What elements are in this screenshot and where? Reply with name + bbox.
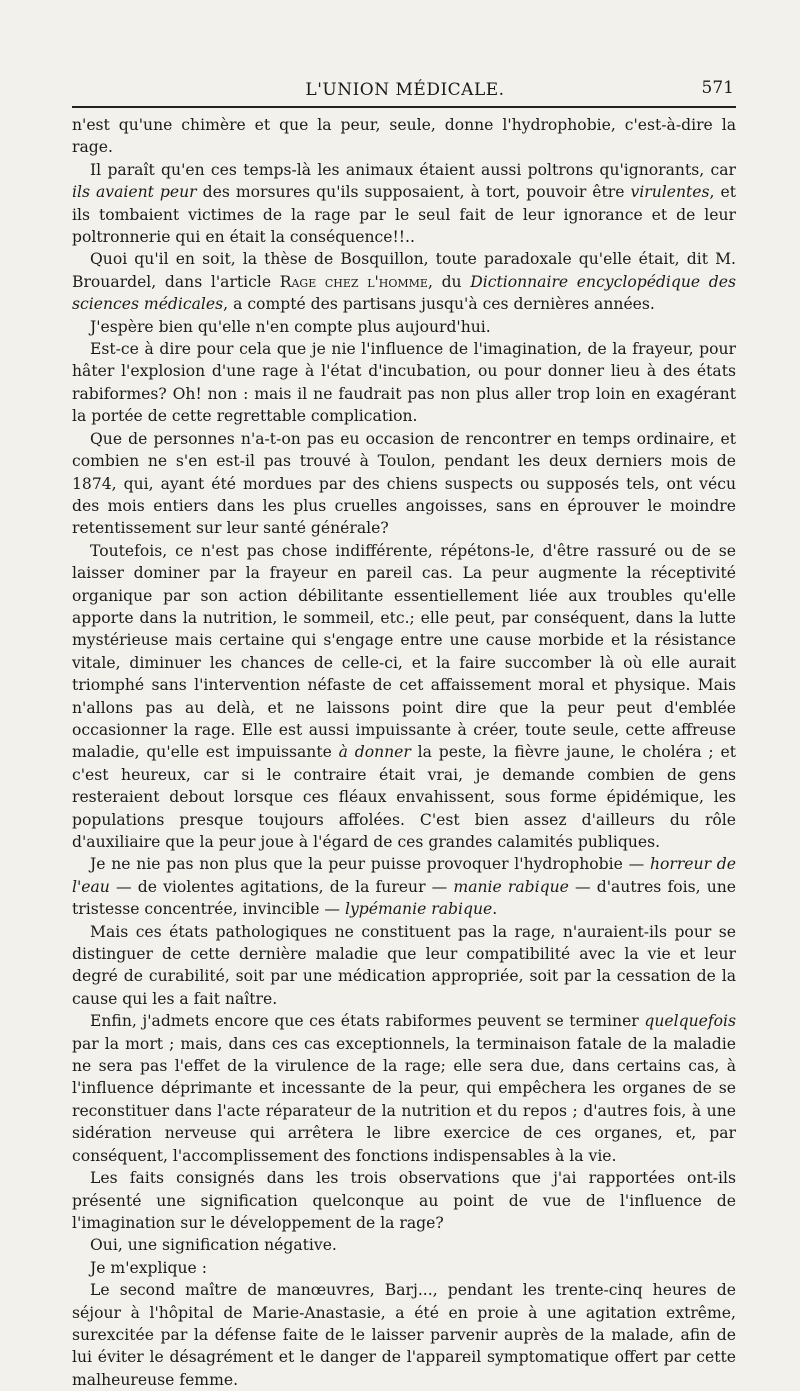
article-text [72, 114, 736, 1391]
paragraph-8: Je ne nie pas non plus que la peur puisse provoquer l'hydrophobie — horreur de l'eau — de violentes agitations, de la fureur — manie rabique — d'autres fois, une tristesse concentrée, invincible — lypémanie rabique. [72, 855, 737, 919]
paragraph-5: Est-ce à dire pour cela que je nie l'influence de l'imagination, de la frayeur, pour hâter l'explosion d'une rage à l'état d'incubation, ou pour donner lieu à des états rabiformes? Oh! non : mais il ne faudrait pas non plus aller trop loin en exagérant la portée de cette regrettable complication. [72, 340, 736, 426]
header-rule [72, 106, 736, 108]
paragraph-3: Quoi qu'il en soit, la thèse de Bosquillon, toute paradoxale qu'elle était, dit M. Brouardel, dans l'article Rage chez l'homme, du Dictionnaire encyclopédique des sciences médicales, a compté des partisans jusqu'à ces dernières années. [72, 250, 736, 314]
paragraph-11: Les faits consignés dans les trois observations que j'ai rapportées ont-ils présenté une signification quelconque au point de vue de l'influence de l'imagination sur le développement de la rage? [72, 1169, 736, 1232]
paragraph-6: Que de personnes n'a-t-on pas eu occasion de rencontrer en temps ordinaire, et combien ne s'en est-il pas trouvé à Toulon, pendant les deux derniers mois de 1874, qui, ayant été mordues par des chiens suspects ou supposés tels, ont vécu des mois entiers dans les plus cruelles angoisses, sans en éprouver le moindre retentissement sur leur santé générale? [72, 429, 736, 538]
page-number: 571 [701, 78, 734, 98]
paragraph-14: Le second maître de manœuvres, Barj..., pendant les trente-cinq heures de séjour à l'hôpital de Marie-Anastasie, a été en proie à une agitation extrême, surexcitée par la défense faite de le laisser parvenir auprès de la malade, afin de lui éviter le désagrément et le danger de l'appareil symptomatique offert par cette malheureuse femme. [72, 1281, 736, 1389]
paragraph-9: Mais ces états pathologiques ne constituent pas la rage, n'auraient-ils pour se distinguer de cette dernière maladie que leur compatibilité avec la vie et leur degré de curabilité, soit par une médication appropriée, soit par la cessation de la cause qui les a fait naître. [72, 922, 736, 1008]
paragraph-4: J'espère bien qu'elle n'en compte plus aujourd'hui. [90, 317, 491, 336]
paragraph-12: Oui, une signification négative. [90, 1236, 337, 1255]
journal-title: L'UNION MÉDICALE. [305, 80, 505, 100]
paragraph-7: Toutefois, ce n'est pas chose indifférente, répétons-le, d'être rassuré ou de se laisser dominer par la frayeur en pareil cas. La peur augmente la réceptivité organique par son action débilitante essentiellement liée aux troubles qu'elle apporte dans la nutrition, le sommeil, etc.; elle peut, par conséquent, dans la lutte mystérieuse mais certaine qui s'engage entre une cause morbide et la résistance vitale, diminuer les chances de celle-ci, et la faire succomber là où elle aurait triomphé sans l'intervention néfaste de cet affaissement moral et physique. Mais n'allons pas au delà, et ne laissons point dire que la peur peut d'emblée occasionner la rage. Elle est aussi impuissante à créer, toute seule, cette affreuse maladie, qu'elle est impuissante à donner la peste, la fièvre jaune, le choléra ; et c'est heureux, car si le contraire était vrai, je demande combien de gens resteraient debout lorsque ces fléaux envahissent, sous forme épidémique, les populations presque toujours affolées. C'est bien assez d'ailleurs du rôle d'auxiliaire que la peur joue à l'égard de ces grandes calamités publiques. [72, 541, 736, 851]
paragraph-1: n'est qu'une chimère et que la peur, seule, donne l'hydrophobie, c'est-à-dire la rage. [72, 116, 736, 157]
paragraph-2: Il paraît qu'en ces temps-là les animaux étaient aussi poltrons qu'ignorants, car ils avaient peur des morsures qu'ils supposaient, à tort, pouvoir être virulentes, et ils tombaient victimes de la rage par le seul fait de leur ignorance et de leur poltronnerie qui en était la conséquence!!.. [72, 160, 736, 247]
running-header [76, 72, 734, 100]
paragraph-10: Enfin, j'admets encore que ces états rabiformes peuvent se terminer quelquefois par la mort ; mais, dans ces cas exceptionnels, la terminaison fatale de la maladie ne sera pas l'effet de la virulence de la rage; elle sera due, dans certains cas, à l'influence déprimante et incessante de la peur, qui empêchera les organes de se reconstituer dans l'acte réparateur de la nutrition et du repos ; d'autres fois, à une sidération nerveuse qui arrêtera le libre exercice de ces organes, et, par conséquent, l'accomplissement des fonctions indispensables à la vie. [72, 1012, 736, 1165]
paragraph-13: Je m'explique : [90, 1258, 207, 1277]
